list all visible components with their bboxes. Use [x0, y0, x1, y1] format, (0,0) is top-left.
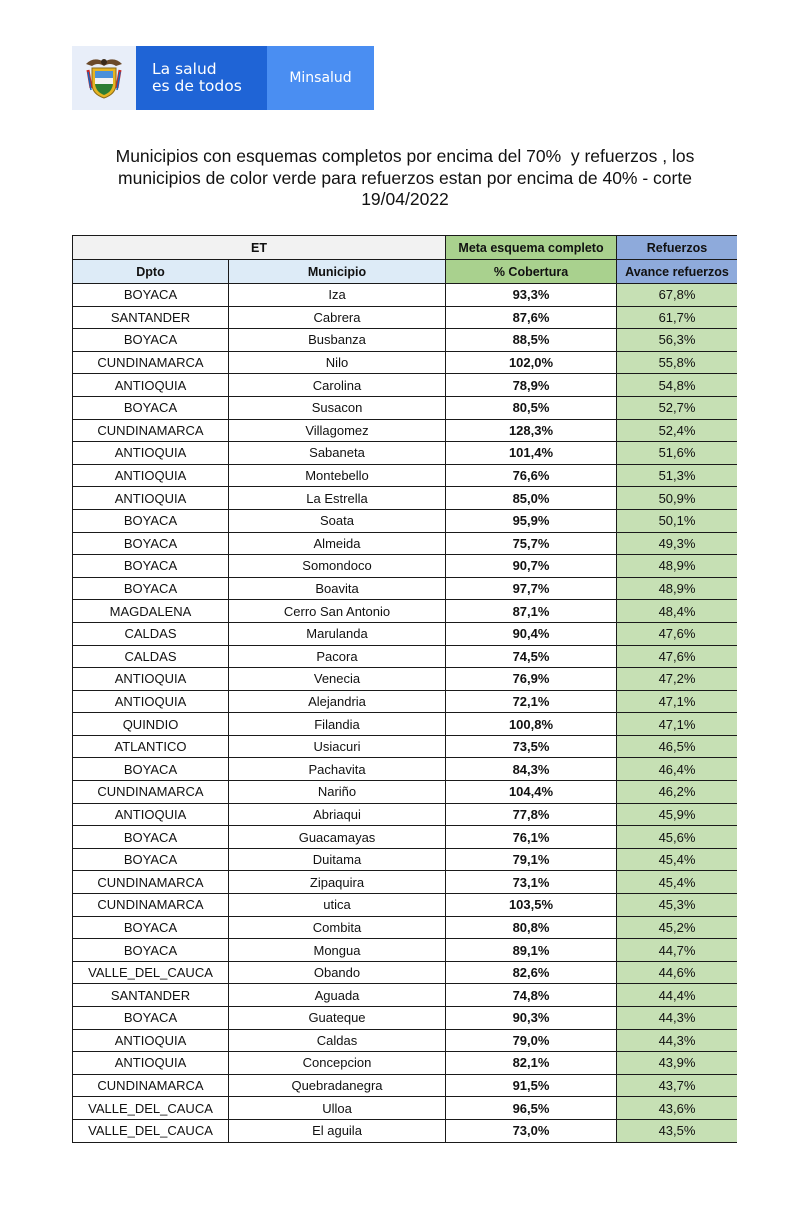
cell-dpto: BOYACA [73, 939, 229, 962]
cell-avance-refuerzos: 43,9% [617, 1052, 738, 1075]
cell-avance-refuerzos: 52,7% [617, 396, 738, 419]
cell-avance-refuerzos: 47,1% [617, 713, 738, 736]
cell-municipio: Sabaneta [229, 442, 446, 465]
municipios-table [72, 235, 737, 1143]
table-row [73, 826, 738, 849]
table-row [73, 464, 738, 487]
cell-municipio: Aguada [229, 984, 446, 1007]
cell-municipio: Pachavita [229, 758, 446, 781]
cell-municipio: Ulloa [229, 1097, 446, 1120]
cell-municipio: Obando [229, 961, 446, 984]
table-row [73, 419, 738, 442]
cell-avance-refuerzos: 45,4% [617, 848, 738, 871]
cell-cobertura: 79,0% [446, 1029, 617, 1052]
cell-municipio: La Estrella [229, 487, 446, 510]
cell-dpto: VALLE_DEL_CAUCA [73, 1119, 229, 1142]
cell-cobertura: 76,9% [446, 668, 617, 691]
cell-municipio: Somondoco [229, 555, 446, 578]
tagline-line2: es de todos [152, 77, 242, 95]
cell-dpto: ANTIOQUIA [73, 487, 229, 510]
cell-dpto: ANTIOQUIA [73, 464, 229, 487]
cell-cobertura: 87,6% [446, 306, 617, 329]
colombia-coat-of-arms-icon [72, 46, 136, 110]
cell-municipio: Cabrera [229, 306, 446, 329]
table-row [73, 1007, 738, 1030]
cell-municipio: Guacamayas [229, 826, 446, 849]
cell-municipio: El aguila [229, 1119, 446, 1142]
cell-municipio: Villagomez [229, 419, 446, 442]
cell-municipio: Nilo [229, 351, 446, 374]
table-row [73, 871, 738, 894]
cell-municipio: Cerro San Antonio [229, 600, 446, 623]
table-row [73, 713, 738, 736]
cell-dpto: BOYACA [73, 826, 229, 849]
cell-avance-refuerzos: 45,6% [617, 826, 738, 849]
cell-avance-refuerzos: 48,9% [617, 577, 738, 600]
cell-avance-refuerzos: 50,1% [617, 509, 738, 532]
cell-cobertura: 82,1% [446, 1052, 617, 1075]
cell-cobertura: 90,7% [446, 555, 617, 578]
table-row [73, 577, 738, 600]
cell-cobertura: 103,5% [446, 894, 617, 917]
cell-cobertura: 72,1% [446, 690, 617, 713]
cell-cobertura: 89,1% [446, 939, 617, 962]
table-row [73, 555, 738, 578]
cell-dpto: VALLE_DEL_CAUCA [73, 1097, 229, 1120]
cell-cobertura: 102,0% [446, 351, 617, 374]
cell-municipio: utica [229, 894, 446, 917]
cell-cobertura: 101,4% [446, 442, 617, 465]
cell-municipio: Filandia [229, 713, 446, 736]
cell-municipio: Abriaqui [229, 803, 446, 826]
cell-municipio: Combita [229, 916, 446, 939]
cell-avance-refuerzos: 45,9% [617, 803, 738, 826]
cell-avance-refuerzos: 51,3% [617, 464, 738, 487]
cell-dpto: BOYACA [73, 329, 229, 352]
cell-avance-refuerzos: 47,6% [617, 645, 738, 668]
table-row [73, 329, 738, 352]
cell-avance-refuerzos: 43,6% [617, 1097, 738, 1120]
cell-dpto: CUNDINAMARCA [73, 351, 229, 374]
table-row [73, 509, 738, 532]
cell-dpto: BOYACA [73, 577, 229, 600]
cell-cobertura: 84,3% [446, 758, 617, 781]
cell-avance-refuerzos: 50,9% [617, 487, 738, 510]
cell-municipio: Montebello [229, 464, 446, 487]
cell-dpto: CUNDINAMARCA [73, 781, 229, 804]
cell-cobertura: 82,6% [446, 961, 617, 984]
cell-municipio: Guateque [229, 1007, 446, 1030]
cell-dpto: BOYACA [73, 509, 229, 532]
cell-cobertura: 75,7% [446, 532, 617, 555]
cell-cobertura: 80,5% [446, 396, 617, 419]
cell-dpto: ATLANTICO [73, 735, 229, 758]
cell-municipio: Susacon [229, 396, 446, 419]
table-row [73, 284, 738, 307]
cell-municipio: Concepcion [229, 1052, 446, 1075]
cell-cobertura: 73,0% [446, 1119, 617, 1142]
table-row [73, 1074, 738, 1097]
logo-brand: Minsalud [267, 46, 374, 110]
cell-cobertura: 95,9% [446, 509, 617, 532]
cell-municipio: Carolina [229, 374, 446, 397]
cell-dpto: CALDAS [73, 645, 229, 668]
cell-avance-refuerzos: 46,4% [617, 758, 738, 781]
cell-cobertura: 73,5% [446, 735, 617, 758]
cell-cobertura: 77,8% [446, 803, 617, 826]
cell-municipio: Quebradanegra [229, 1074, 446, 1097]
cell-cobertura: 96,5% [446, 1097, 617, 1120]
cell-avance-refuerzos: 49,3% [617, 532, 738, 555]
table-row [73, 374, 738, 397]
cell-dpto: ANTIOQUIA [73, 668, 229, 691]
cell-dpto: SANTANDER [73, 984, 229, 1007]
group-header-row [73, 236, 738, 260]
table-row [73, 984, 738, 1007]
table-row [73, 306, 738, 329]
cell-dpto: ANTIOQUIA [73, 803, 229, 826]
cell-dpto: BOYACA [73, 555, 229, 578]
cell-dpto: ANTIOQUIA [73, 442, 229, 465]
cell-avance-refuerzos: 47,2% [617, 668, 738, 691]
cell-avance-refuerzos: 48,4% [617, 600, 738, 623]
cell-dpto: MAGDALENA [73, 600, 229, 623]
table-row [73, 1119, 738, 1142]
cell-avance-refuerzos: 44,6% [617, 961, 738, 984]
cell-cobertura: 76,1% [446, 826, 617, 849]
cell-municipio: Duitama [229, 848, 446, 871]
cell-municipio: Iza [229, 284, 446, 307]
cell-municipio: Caldas [229, 1029, 446, 1052]
table-row [73, 1097, 738, 1120]
group-header-et: ET [73, 236, 446, 260]
table-row [73, 645, 738, 668]
table-row [73, 916, 738, 939]
cell-avance-refuerzos: 46,5% [617, 735, 738, 758]
cell-avance-refuerzos: 45,3% [617, 894, 738, 917]
cell-cobertura: 97,7% [446, 577, 617, 600]
title-line1: Municipios con esquemas completos por encima del 70% y refuerzos , los [115, 146, 695, 166]
cell-cobertura: 73,1% [446, 871, 617, 894]
cell-dpto: BOYACA [73, 916, 229, 939]
cell-avance-refuerzos: 46,2% [617, 781, 738, 804]
table-body [73, 284, 738, 1143]
table-row [73, 939, 738, 962]
cell-municipio: Zipaquira [229, 871, 446, 894]
table-row [73, 1029, 738, 1052]
table-row [73, 622, 738, 645]
cell-avance-refuerzos: 43,7% [617, 1074, 738, 1097]
table-row [73, 848, 738, 871]
cell-municipio: Venecia [229, 668, 446, 691]
table-row [73, 690, 738, 713]
cell-dpto: ANTIOQUIA [73, 690, 229, 713]
table-row [73, 532, 738, 555]
cell-municipio: Busbanza [229, 329, 446, 352]
cell-municipio: Alejandria [229, 690, 446, 713]
cell-avance-refuerzos: 44,4% [617, 984, 738, 1007]
cell-avance-refuerzos: 45,4% [617, 871, 738, 894]
cell-municipio: Boavita [229, 577, 446, 600]
cell-cobertura: 76,6% [446, 464, 617, 487]
cell-cobertura: 80,8% [446, 916, 617, 939]
cell-dpto: VALLE_DEL_CAUCA [73, 961, 229, 984]
cell-cobertura: 78,9% [446, 374, 617, 397]
table-row [73, 351, 738, 374]
cell-cobertura: 104,4% [446, 781, 617, 804]
cell-cobertura: 100,8% [446, 713, 617, 736]
cell-dpto: CUNDINAMARCA [73, 1074, 229, 1097]
cell-cobertura: 74,8% [446, 984, 617, 1007]
table-row [73, 396, 738, 419]
cell-cobertura: 88,5% [446, 329, 617, 352]
cell-avance-refuerzos: 52,4% [617, 419, 738, 442]
cell-dpto: CUNDINAMARCA [73, 419, 229, 442]
table-row [73, 487, 738, 510]
cell-cobertura: 90,3% [446, 1007, 617, 1030]
cell-cobertura: 74,5% [446, 645, 617, 668]
table-row [73, 668, 738, 691]
column-header-row [73, 260, 738, 284]
title-line2: municipios de color verde para refuerzos estan por encima de 40% - corte [118, 167, 692, 188]
cell-municipio: Soata [229, 509, 446, 532]
title-line3: 19/04/2022 [361, 189, 449, 209]
page-title [60, 146, 750, 211]
cell-cobertura: 85,0% [446, 487, 617, 510]
cell-dpto: ANTIOQUIA [73, 1052, 229, 1075]
tagline-line1: La salud [152, 60, 217, 78]
cell-cobertura: 79,1% [446, 848, 617, 871]
cell-municipio: Nariño [229, 781, 446, 804]
cell-dpto: ANTIOQUIA [73, 1029, 229, 1052]
cell-dpto: QUINDIO [73, 713, 229, 736]
cell-dpto: BOYACA [73, 396, 229, 419]
cell-dpto: ANTIOQUIA [73, 374, 229, 397]
table-row [73, 735, 738, 758]
cell-municipio: Usiacuri [229, 735, 446, 758]
cell-avance-refuerzos: 44,7% [617, 939, 738, 962]
cell-cobertura: 91,5% [446, 1074, 617, 1097]
column-header-avance: Avance refuerzos [617, 260, 738, 284]
table-row [73, 758, 738, 781]
cell-dpto: BOYACA [73, 848, 229, 871]
cell-avance-refuerzos: 47,1% [617, 690, 738, 713]
cell-cobertura: 93,3% [446, 284, 617, 307]
column-header-dpto: Dpto [73, 260, 229, 284]
table-row [73, 803, 738, 826]
cell-cobertura: 128,3% [446, 419, 617, 442]
table-row [73, 894, 738, 917]
cell-dpto: SANTANDER [73, 306, 229, 329]
minsalud-logo [72, 46, 374, 110]
group-header-refuerzos: Refuerzos [617, 236, 738, 260]
cell-avance-refuerzos: 45,2% [617, 916, 738, 939]
cell-municipio: Marulanda [229, 622, 446, 645]
cell-dpto: BOYACA [73, 758, 229, 781]
cell-avance-refuerzos: 48,9% [617, 555, 738, 578]
cell-municipio: Pacora [229, 645, 446, 668]
cell-cobertura: 90,4% [446, 622, 617, 645]
cell-dpto: BOYACA [73, 1007, 229, 1030]
cell-avance-refuerzos: 56,3% [617, 329, 738, 352]
cell-avance-refuerzos: 43,5% [617, 1119, 738, 1142]
group-header-meta: Meta esquema completo [446, 236, 617, 260]
cell-avance-refuerzos: 61,7% [617, 306, 738, 329]
table-row [73, 781, 738, 804]
cell-avance-refuerzos: 44,3% [617, 1029, 738, 1052]
logo-tagline [136, 46, 267, 110]
cell-avance-refuerzos: 44,3% [617, 1007, 738, 1030]
cell-dpto: BOYACA [73, 284, 229, 307]
table-row [73, 600, 738, 623]
table-row [73, 1052, 738, 1075]
cell-dpto: CALDAS [73, 622, 229, 645]
table-row [73, 961, 738, 984]
column-header-municipio: Municipio [229, 260, 446, 284]
table-row [73, 442, 738, 465]
column-header-cobertura: % Cobertura [446, 260, 617, 284]
cell-cobertura: 87,1% [446, 600, 617, 623]
cell-avance-refuerzos: 47,6% [617, 622, 738, 645]
cell-avance-refuerzos: 67,8% [617, 284, 738, 307]
cell-dpto: CUNDINAMARCA [73, 871, 229, 894]
cell-municipio: Almeida [229, 532, 446, 555]
cell-municipio: Mongua [229, 939, 446, 962]
cell-avance-refuerzos: 51,6% [617, 442, 738, 465]
cell-avance-refuerzos: 54,8% [617, 374, 738, 397]
cell-dpto: BOYACA [73, 532, 229, 555]
cell-dpto: CUNDINAMARCA [73, 894, 229, 917]
cell-avance-refuerzos: 55,8% [617, 351, 738, 374]
